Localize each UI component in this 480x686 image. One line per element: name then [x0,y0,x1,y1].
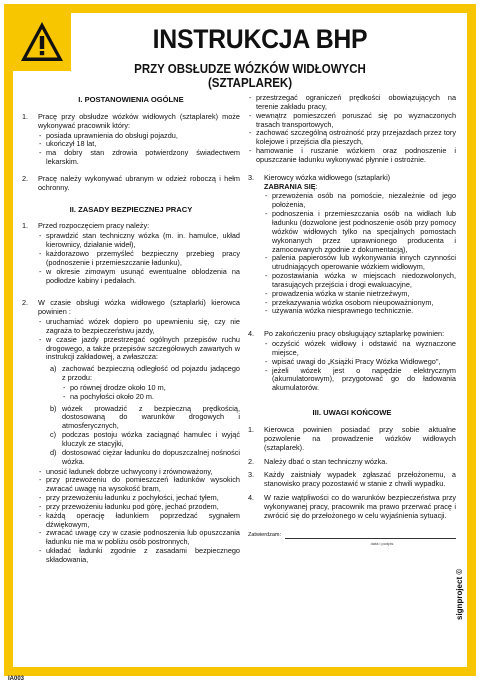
s2-p3-number: 3. [248,172,255,182]
section-3-heading: III. UWAGI KOŃCOWE [312,408,392,418]
s1-p2-text: Pracę należy wykonywać ubranym w odzież roboczą i hełm ochronny. [38,173,240,192]
list-item: - sprawdzić stan techniczny wózka (m. in. hamulce, układ kierownicy, działanie wideł), [38,232,240,250]
warning-triangle-icon [19,19,65,65]
s2-p4-number: 4. [248,329,255,339]
list-item: - jeżeli wózek jest o napędzie elektrycznym (akumulatorowym), przygotować go do ładowania akumulatorów. [264,367,456,394]
s1-paragraph-2 [22,175,240,193]
list-item: - przy przewożeniu do pomieszczeń ładunków wysokich zwracać uwagę na wysokość bram, [38,476,240,494]
list-item: - unosić ładunek dobrze uchwycony i zrównoważony, [38,468,240,477]
lettered-item-c: c) podczas postoju wózka zaciągnąć hamulec i wyjąć kluczyk ze stacyjki, [50,430,240,448]
list-item: - zachować szczególną ostrożność przy przejazdach przez tory kolejowe i przejścia dla pieszych, [248,129,456,147]
list-item: - wpisać uwagi do „Książki Pracy Wózka Widłowego", [264,358,456,367]
s2-paragraph-1 [22,222,240,288]
s2-paragraph-3: 3. Kierowcy wózka widłowego (sztaplarki) ZABRANIA SIĘ: - przewożenia osób na pomoście, niezależnie od jego położenia, - podnoszenia i przemieszczania osób na widłach lub ładunku (dozwolone jest podnoszenie osób przy pomocy wózków widłowych tylko na specjalnych pomostach wykonanych przez uprawnionego producenta i zamocowanych zgodnie z dokumentacją), - palenia papierosów lub wykonywania innych czynności utrudniających operowanie wózkiem widłowym, - pozostawiania wózka w miejscach niedozwolonych, tarasujących przejścia i drogi ewakuacyjne, - prowadzenia wózka w stanie nietrzeźwym, - przekazywania wózka osobom nieupoważnionym, - używania wózka niesprawnego technicznie. [248,174,456,320]
signature-line [285,532,456,539]
approval-line [248,531,456,540]
list-item: - w czasie jazdy przestrzegać ogólnych przepisów ruchu drogowego, a także przepisów szczegółowych zawartych w instrukcji zakładowej, a zwłaszcza: [38,336,240,363]
page-subtitle: PRZY OBSŁUDZE WÓZKÓW WIDŁOWYCH (SZTAPLAREK) [134,62,366,90]
list-item: - przy przewożeniu ładunku z pochyłości, jechać tyłem, [38,494,240,503]
list-item: - na pochyłości około 20 m. [62,393,240,402]
page-title: INSTRUKCJA BHP [152,24,368,54]
list-item: - ukończył 18 lat, [38,140,240,149]
s2-p1-text: Przed rozpoczęciem pracy należy: [38,221,150,231]
s2-p2-number: 2. [22,298,29,308]
list-item: - w okresie zimowym usunąć ewentualne oblodzenia na podłodze kabiny i pedałach. [38,268,240,286]
list-item: - pozostawiania wózka w miejscach niedozwolonych, tarasujących przejścia i drogi ewakuacyjne, [264,272,456,290]
lettered-item-d: d) dostosować ciężar ładunku do dopuszczalnej nośności wózka. [50,447,240,466]
lettered-item-a: a) zachować bezpieczną odległość od pojazdu jadącego z przodu: - po równej drodze około 10 m, - na pochyłości około 20 m. [50,365,240,404]
list-item: - wewnątrz pomieszczeń poruszać się po wyznaczonych trasach transportowych, [248,112,456,130]
list-item: - oczyścić wózek widłowy i odstawić na wyznaczone miejsce, [264,340,456,358]
s2-paragraph-2 [22,299,240,567]
section-2-heading: II. ZASADY BEZPIECZNEJ PRACY [69,204,193,214]
list-item: - przy przewożeniu ładunku pod górę, jechać przodem, [38,503,240,512]
s1-p2-number: 2. [22,173,29,183]
list-item: - przekazywania wózka osobom nieupoważnionym, [264,299,456,308]
s2-p2-text: W czasie obsługi wózka widłowego (sztaplarki) kierowca powinien : [38,298,240,317]
s1-p1-text: Pracę przy obsłudze wózków widłowych (sztaplarek) może wykonywać pracownik który: [38,111,240,130]
s3-item-2: 2. Należy dbać o stan techniczny wózka. [248,456,388,466]
right-column [248,94,456,549]
s2-p4-text: Po zakończeniu pracy obsługujący sztaplarkę powinien: [264,329,445,339]
left-column [22,94,240,573]
s3-item-4: 4. W razie wątpliwości co do warunków bezpieczeństwa przy wykonywanej pracy, pracownik ma prawo przerwać pracę i zwrócić się do przełożonego w celu wyjaśnienia sytuacji. [248,493,456,520]
list-item: - używania wózka niesprawnego technicznie. [264,307,456,316]
brand-label: signproject © [455,568,464,620]
list-item: - hamowanie i ruszanie wózkiem oraz podnoszenie i opuszczanie ładunku wykonywać płynnie i ostrożnie. [248,147,456,165]
list-item: - zwracać uwagę czy w czasie podnoszenia lub opuszczania ładunku nie ma w pobliżu osób postronnych, [38,529,240,547]
list-item: - przewożenia osób na pomoście, niezależnie od jego położenia, [264,192,456,210]
list-item: - przestrzegać ograniczeń prędkości obowiązujących na terenie zakładu pracy, [248,94,456,112]
list-item: - podnoszenia i przemieszczania osób na widłach lub ładunku (dozwolone jest podnoszenie osób przy pomocy wózków widłowych tylko na specjalnych pomostach wykonanych przez uprawnionego producenta i zamocowanych zgodnie z dokumentacją), [264,210,456,254]
approval-label: Zatwierdzam: [248,531,282,538]
list-item: - każdą operację ładunkiem poprzedzać sygnałem dźwiękowym, [38,512,240,530]
s2-p3-text: Kierowcy wózka widłowego (sztaplarki) [264,172,391,182]
s2-p1-number: 1. [22,221,29,231]
list-item: - posiada uprawnienia do obsługi pojazdu, [38,132,240,141]
s1-paragraph-1 [22,113,240,170]
list-item: - układać ładunki zgodnie z zasadami bezpiecznego składowania, [38,547,240,565]
footer-code: IA003 [8,676,25,682]
list-item: - każdorazowo przemyśleć bezpieczny przebieg pracy (podnoszenie i przemieszczanie ładunku), [38,250,240,268]
list-item: - prowadzenia wózka w stanie nietrzeźwym, [264,290,456,299]
approval-note: data i podpis [370,541,394,547]
lettered-item-b: b) wózek prowadzić z bezpieczną prędkością, dostosowaną do warunków drogowych i atmosferycznych, [50,403,240,431]
list-item: - uruchamiać wózek dopiero po upewnieniu się, czy nie zagraża to bezpieczeństwu jazdy, [38,318,240,336]
s3-item-1: 1. Kierowca powinien posiadać przy sobie aktualne pozwolenie na prowadzenie wózków widłowych (sztaplarek). [248,425,456,452]
forbidden-label: ZABRANIA SIĘ [264,181,316,191]
list-item: - palenia papierosów lub wykonywania innych czynności utrudniających operowanie wózkiem widłowym, [264,254,456,272]
s3-item-3: 3. Każdy zaistniały wypadek zgłaszać przełożonemu, a stanowisko pracy pozostawić w stanie z chwili wypadku. [248,470,456,489]
list-item: - po równej drodze około 10 m, [62,384,240,393]
warning-box [13,13,71,71]
list-item: - ma dobry stan zdrowia potwierdzony świadectwem lekarskim. [38,149,240,167]
s2-paragraph-4 [248,330,456,396]
s1-p1-number: 1. [22,111,29,121]
section-1-heading: I. POSTANOWIENIA OGÓLNE [78,95,184,104]
